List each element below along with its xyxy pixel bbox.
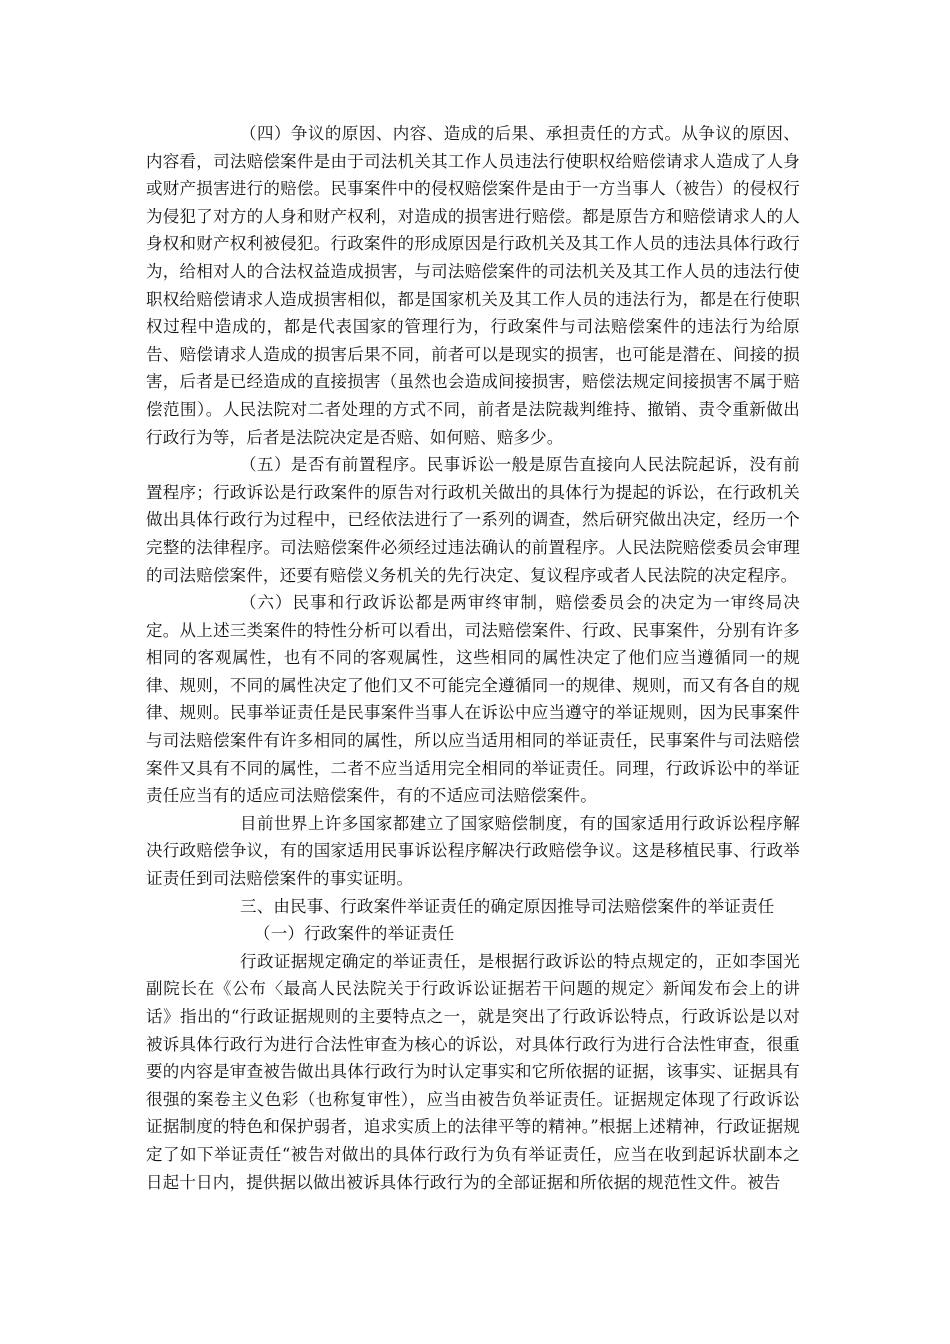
subsection-heading-administrative: （一）行政案件的举证责任 [254, 924, 455, 944]
paragraph-trial-system: （六）民事和行政诉讼都是两审终审制，赔偿委员会的决定为一审终局决定。从上述三类案件的特性分析可以看出，司法赔偿案件、行政、民事案件，分别有许多相同的客观属性，也有不同的客观属性，这些相同的属性决定了他们应当遵循同一的规律、规则，不同的属性决定了他们又不可能完全遵循同一的规律、规则，而又有各自的规律、规则。民事举证责任是民事案件当事人在诉讼中应当遵守的举证规则，因为民事案件与司法赔偿案件有许多相同的属性，所以应当适用相同的举证责任，民事案件与司法赔偿案件又具有不同的属性，二者不应当适用完全相同的举证责任。同理，行政诉讼中的举证责任应当有的适应司法赔偿案件，有的不适应司法赔偿案件。 [146, 593, 800, 806]
paragraph-dispute-causes: （四）争议的原因、内容、造成的后果、承担责任的方式。从争议的原因、内容看，司法赔偿案件是由于司法机关其工作人员违法行使职权给赔偿请求人造成了人身或财产损害进行的赔偿。民事案件中的侵权赔偿案件是由于一方当事人（被告）的侵权行为侵犯了对方的人身和财产权利，对造成的损害进行赔偿。都是原告方和赔偿请求人的人身权和财产权利被侵犯。行政案件的形成原因是行政机关及其工作人员的违法具体行政行为，给相对人的合法权益造成损害，与司法赔偿案件的司法机关及其工作人员的违法行使职权给赔偿请求人造成损害相似，都是国家机关及其工作人员的违法行为，都是在行使职权过程中造成的，都是代表国家的管理行为，行政案件与司法赔偿案件的违法行为给原告、赔偿请求人造成的损害后果不同，前者可以是现实的损害，也可能是潜在、间接的损害，后者是已经造成的直接损害（虽然也会造成间接损害，赔偿法规定间接损害不属于赔偿范围）。人民法院对二者处理的方式不同，前者是法院裁判维持、撤销、责令重新做出行政行为等，后者是法院决定是否赔、如何赔、赔多少。 [146, 124, 800, 447]
document-page [146, 120, 800, 1196]
paragraph-world-practice: 目前世界上许多国家都建立了国家赔偿制度，有的国家适用行政诉讼程序解决行政赔偿争议，有的国家适用民事诉讼程序解决行政赔偿争议。这是移植民事、行政举证责任到司法赔偿案件的事实证明。 [146, 813, 800, 889]
paragraph-administrative-burden: 行政证据规定确定的举证责任，是根据行政诉讼的特点规定的，正如李国光副院长在《公布〈最高人民法院关于行政诉讼证据若干问题的规定〉新闻发布会上的讲话》指出的“行政证据规则的主要特点之一，就是突出了行政诉讼特点，行政诉讼是以对被诉具体行政行为进行合法性审查为核心的诉讼，对具体行政行为进行合法性审查，很重要的内容是审查被告做出具体行政行为时认定事实和它所依据的证据，该事实、证据具有很强的案卷主义色彩（也称复审性），应当由被告负举证责任。证据规定体现了行政诉讼证据制度的特色和保护弱者，追求实质上的法律平等的精神。”根据上述精神，行政证据规定了如下举证责任“被告对做出的具体行政行为负有举证责任，应当在收到起诉状副本之日起十日内，提供据以做出被诉具体行政行为的全部证据和所依据的规范性文件。被告 [146, 951, 800, 1192]
section-heading-three: 三、由民事、行政案件举证责任的确定原因推导司法赔偿案件的举证责任 [240, 896, 775, 916]
paragraph-preliminary-procedure: （五）是否有前置程序。民事诉讼一般是原告直接向人民法院起诉，没有前置程序；行政诉讼是行政案件的原告对行政机关做出的具体行为提起的诉讼，在行政机关做出具体行政行为过程中，已经依法进行了一系列的调查，然后研究做出决定，经历一个完整的法律程序。司法赔偿案件必须经过违法确认的前置程序。人民法院赔偿委员会审理的司法赔偿案件，还要有赔偿义务机关的先行决定、复议程序或者人民法院的决定程序。 [146, 455, 800, 585]
